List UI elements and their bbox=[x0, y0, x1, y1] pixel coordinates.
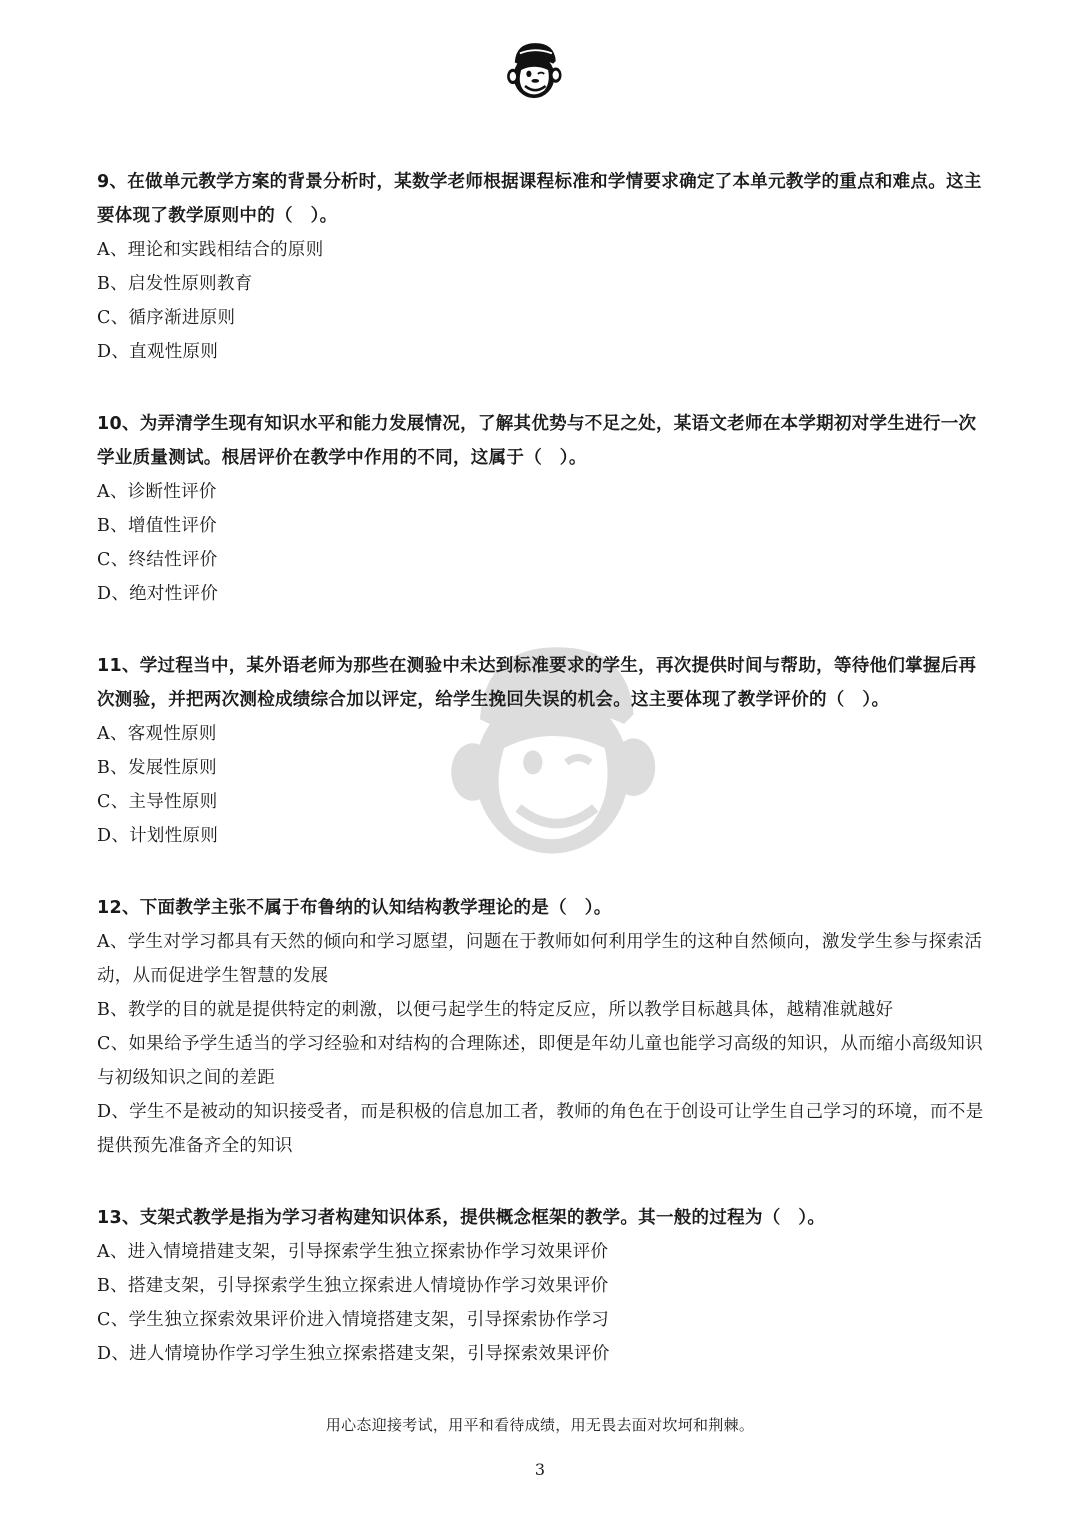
page-number: 3 bbox=[534, 1460, 546, 1479]
option-d: D、直观性原则 bbox=[97, 342, 219, 362]
question-title: 13、支架式教学是指为学习者构建知识体系，提供概念框架的教学。其一般的过程为（ ）。 bbox=[97, 1208, 826, 1228]
option-c: C、学生独立探索效果评价进入情境搭建支架，引导探索协作学习 bbox=[97, 1310, 610, 1330]
question-title: 9、在做单元教学方案的背景分析时，某数学老师根据课程标准和学情要求确定了本单元教学的重点和难点。这主要体现了教学原则中的（ ）。 bbox=[97, 172, 982, 226]
option-b: B、启发性原则教育 bbox=[97, 274, 253, 294]
option-c: C、主导性原则 bbox=[97, 792, 218, 812]
question-10 bbox=[97, 407, 987, 611]
option-b: B、搭建支架，引导探索学生独立探索进人情境协作学习效果评价 bbox=[97, 1276, 609, 1296]
option-a: A、客观性原则 bbox=[97, 724, 217, 744]
option-a: A、学生对学习都具有天然的倾向和学习愿望，问题在于教师如何利用学生的这种自然倾向，激发学生参与探索活动，从而促进学生智慧的发展 bbox=[97, 932, 983, 986]
option-b: B、增值性评价 bbox=[97, 516, 217, 536]
option-b: B、发展性原则 bbox=[97, 758, 217, 778]
question-12 bbox=[97, 891, 987, 1163]
option-d: D、计划性原则 bbox=[97, 826, 219, 846]
option-list bbox=[97, 1235, 987, 1371]
question-11 bbox=[97, 649, 987, 853]
option-c: C、循序渐进原则 bbox=[97, 308, 236, 328]
option-list bbox=[97, 475, 987, 611]
option-d: D、绝对性评价 bbox=[97, 584, 219, 604]
option-a: A、诊断性评价 bbox=[97, 482, 217, 502]
monkey-logo-icon bbox=[502, 38, 566, 102]
question-title: 11、学过程当中，某外语老师为那些在测验中未达到标准要求的学生，再次提供时间与帮助，等待他们掌握后再次测验，并把两次测检成绩综合加以评定，给学生挽回失误的机会。这主要体现了教学评价的（ ）。 bbox=[97, 656, 977, 710]
question-title: 10、为弄清学生现有知识水平和能力发展情况，了解其优势与不足之处，某语文老师在本学期初对学生进行一次学业质量测试。根居评价在教学中作用的不同，这属于（ ）。 bbox=[97, 414, 977, 468]
option-b: B、教学的目的就是提供特定的刺激，以便弓起学生的特定反应，所以教学目标越具体，越精准就越好 bbox=[97, 1000, 894, 1020]
option-d: D、进人情境协作学习学生独立探索搭建支架，引导探索效果评价 bbox=[97, 1344, 610, 1364]
question-9 bbox=[97, 165, 987, 369]
option-c: C、终结性评价 bbox=[97, 550, 218, 570]
option-list bbox=[97, 233, 987, 369]
option-d: D、学生不是被动的知识接受者，而是积极的信息加工者，教师的角色在于创设可让学生自己学习的环境，而不是提供预先准备齐全的知识 bbox=[97, 1102, 984, 1156]
question-list bbox=[97, 165, 987, 1409]
question-title: 12、下面教学主张不属于布鲁纳的认知结构教学理论的是（ ）。 bbox=[97, 898, 612, 918]
question-13 bbox=[97, 1201, 987, 1371]
option-a: A、理论和实践相结合的原则 bbox=[97, 240, 324, 260]
option-c: C、如果给予学生适当的学习经验和对结构的合理陈述，即便是年幼儿童也能学习高级的知识，从而缩小高级知识与初级知识之间的差距 bbox=[97, 1034, 983, 1088]
option-list bbox=[97, 925, 987, 1163]
option-a: A、进入情境措建支架，引导探索学生独立探索协作学习效果评价 bbox=[97, 1242, 609, 1262]
footer-motto: 用心态迎接考试，用平和看待成绩，用无畏去面对坎坷和荆棘。 bbox=[325, 1416, 755, 1434]
option-list bbox=[97, 717, 987, 853]
